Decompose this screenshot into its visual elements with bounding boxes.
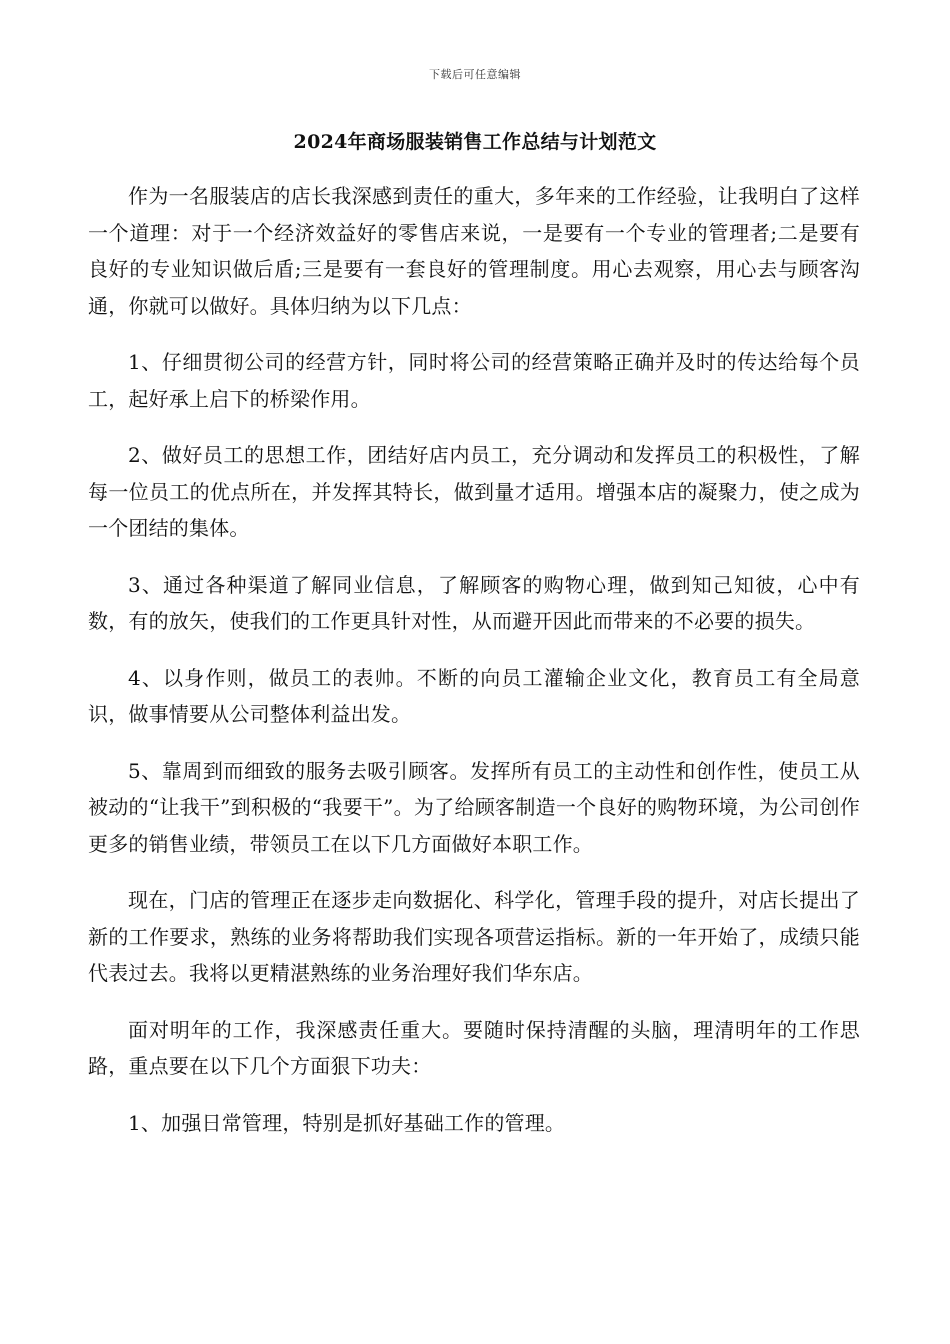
- document-title: 2024年商场服装销售工作总结与计划范文: [293, 131, 657, 153]
- paragraph-item-5: 5、靠周到而细致的服务去吸引顾客。发挥所有员工的主动性和创作性，使员工从被动的“让我干”到积极的“我要干”。为了给顾客制造一个良好的购物环境，为公司创作更多的销售业绩，带领员工在以下几方面做好本职工作。: [88, 758, 860, 856]
- paragraph-current-status: 现在，门店的管理正在逐步走向数据化、科学化，管理手段的提升，对店长提出了新的工作要求，熟练的业务将帮助我们实现各项营运指标。新的一年开始了，成绩只能代表过去。我将以更精湛熟练的业务治理好我们华东店。: [88, 888, 860, 985]
- paragraph-next-year: 面对明年的工作，我深感责任重大。要随时保持清醒的头脑，理清明年的工作思路，重点要在以下几个方面狠下功夫：: [88, 1017, 860, 1078]
- paragraph-item-1: 1、仔细贯彻公司的经营方针，同时将公司的经营策略正确并及时的传达给每个员工，起好承上启下的桥梁作用。: [88, 350, 860, 411]
- paragraph-item-2: 2、做好员工的思想工作，团结好店内员工，充分调动和发挥员工的积极性，了解每一位员工的优点所在，并发挥其特长，做到量才适用。增强本店的凝聚力，使之成为一个团结的集体。: [88, 443, 860, 540]
- paragraph-intro: 作为一名服装店的店长我深感到责任的重大，多年来的工作经验，让我明白了这样一个道理：对于一个经济效益好的零售店来说，一是要有一个专业的管理者;二是要有良好的专业知识做后盾;三是要有一套良好的管理制度。用心去观察，用心去与顾客沟通，你就可以做好。具体归纳为以下几点：: [88, 184, 860, 318]
- header-note: 下载后可任意编辑: [429, 68, 521, 81]
- paragraph-plan-item-1: 1、加强日常管理，特别是抓好基础工作的管理。: [128, 1110, 566, 1135]
- document-body: [88, 178, 860, 1161]
- paragraph-item-3: 3、通过各种渠道了解同业信息，了解顾客的购物心理，做到知己知彼，心中有数，有的放矢，使我们的工作更具针对性，从而避开因此而带来的不必要的损失。: [88, 572, 860, 633]
- paragraph-item-4: 4、以身作则，做员工的表帅。不断的向员工灌输企业文化，教育员工有全局意识，做事情要从公司整体利益出发。: [88, 665, 860, 726]
